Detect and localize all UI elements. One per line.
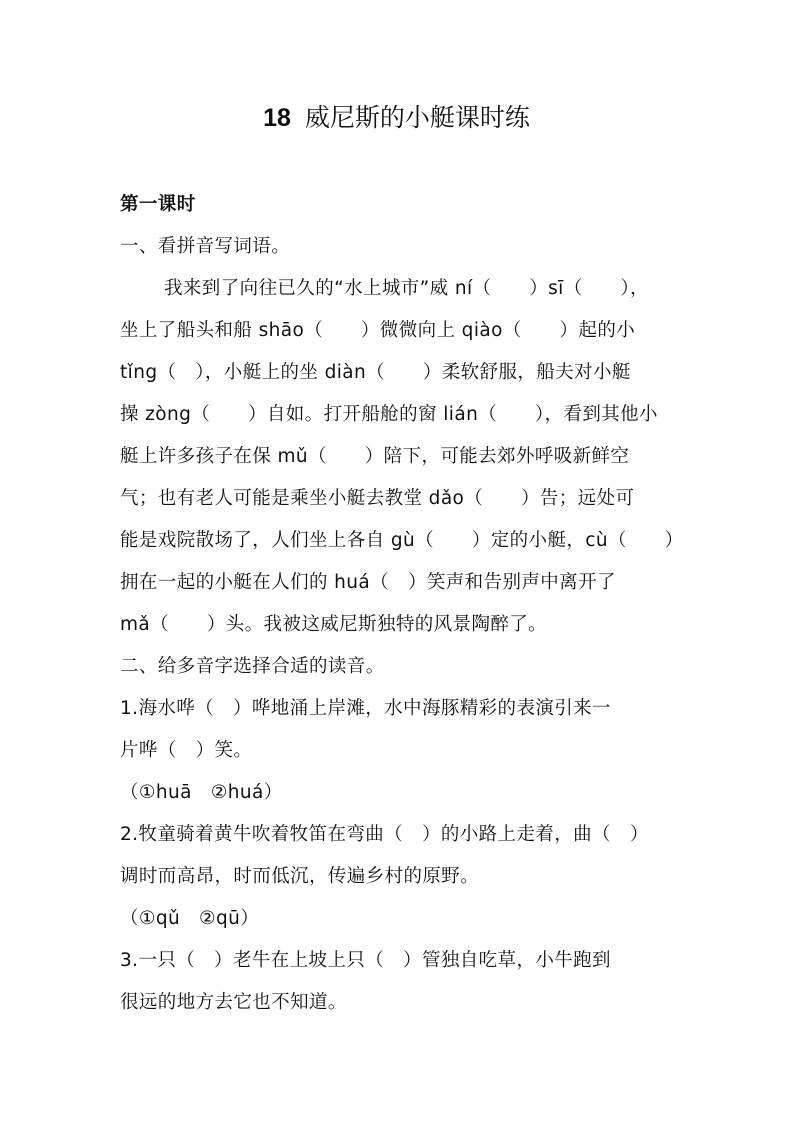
- passage-line: tǐng（ ），小艇上的坐 diàn（ ）柔软舒服，船夫对小艇: [120, 362, 631, 383]
- question-2: [120, 814, 676, 940]
- question-line: 1.海水哗（ ）哗地涌上岸滩，水中海豚精彩的表演引来一: [120, 698, 611, 719]
- section-2-heading: 二、给多音字选择合适的读音。: [120, 656, 385, 677]
- passage-line: 操 zòng（ ）自如。打开船舱的窗 lián（ ），看到其他小: [120, 404, 658, 425]
- section-1-heading: 一、看拼音写词语。: [120, 236, 291, 257]
- question-line: 2.牧童骑着黄牛吹着牧笛在弯曲（ ）的小路上走着，曲（ ）: [120, 824, 649, 845]
- passage-line: mǎ（ ）头。我被这威尼斯独特的风景陶醉了。: [120, 614, 548, 635]
- question-1: [120, 688, 676, 814]
- question-3: [120, 940, 676, 1024]
- answer-options: （①qǔ ②qū）: [120, 908, 260, 929]
- title-text: 威尼斯的小艇课时练: [304, 103, 530, 132]
- lesson-number: 18: [263, 104, 291, 132]
- passage-line: 坐上了船头和船 shāo（ ）微微向上 qiào（ ）起的小: [120, 320, 636, 341]
- question-line: 很远的地方去它也不知道。: [120, 992, 347, 1013]
- answer-options: （①huā ②huá）: [120, 782, 283, 803]
- question-line: 3.一只（ ）老牛在上坡上只（ ）管独自吃草，小牛跑到: [120, 950, 611, 971]
- passage-line: 能是戏院散场了，人们坐上各自 gù（ ）定的小艇，cù（ ）: [120, 530, 684, 551]
- worksheet-body: [120, 184, 684, 1024]
- passage-line: 气；也有老人可能是乘坐小艇去教堂 dǎo（ ）告；远处可: [120, 488, 635, 509]
- document-title: [0, 100, 793, 136]
- question-line: 片哗（ ）笑。: [120, 740, 253, 761]
- passage-line: 艇上许多孩子在保 mǔ（ ）陪下，可能去郊外呼吸新鲜空: [120, 446, 630, 467]
- lesson-heading: 第一课时: [120, 194, 196, 215]
- passage-line: 拥在一起的小艇在人们的 huá（ ）笑声和告别声中离开了: [120, 572, 616, 593]
- question-line: 调时而高昂，时而低沉，传遍乡村的原野。: [120, 866, 480, 887]
- pinyin-passage: [120, 268, 684, 646]
- passage-line: 我来到了向往已久的“水上城市”威 ní（ ）sī（ ），: [164, 278, 649, 299]
